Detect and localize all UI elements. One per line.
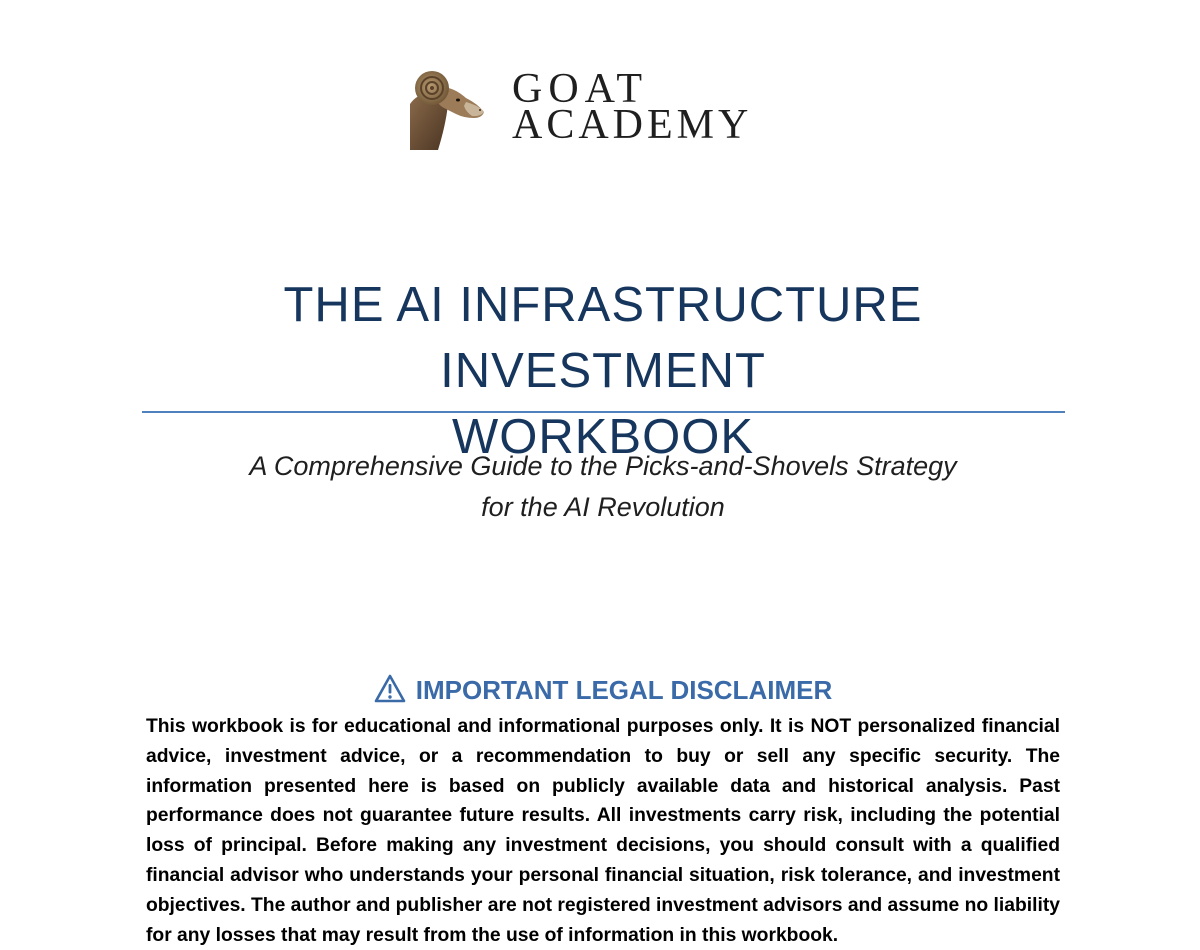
document-title [140, 272, 1066, 470]
title-line-2: WORKBOOK [451, 410, 755, 464]
document-subtitle [140, 446, 1066, 528]
logo-line-goat: GOAT [512, 66, 648, 112]
title-divider [142, 411, 1065, 413]
disclaimer-body: This workbook is for educational and informational purposes only. It is NOT personalized financial advice, investment advice, or a recommendation to buy or sell any specific security. The information presented here is based on publicly available data and historical analysis. Past performance does not guarantee future results. All investments carry risk, including the potential loss of principal. Before making any investment decisions, you should consult with a qualified financial advisor who understands your personal financial situation, risk tolerance, and investment objectives. The author and publisher are not registered investment advisors and assume no liability for any losses that may result from the use of information in this workbook. [146, 716, 1060, 946]
ram-head-icon [408, 64, 486, 150]
title-line-1: THE AI INFRASTRUCTURE INVESTMENT [283, 278, 923, 398]
disclaimer-heading-text: IMPORTANT LEGAL DISCLAIMER [415, 675, 833, 705]
logo-line-academy: ACADEMY [512, 102, 753, 148]
subtitle-line-1: A Comprehensive Guide to the Picks-and-Shovels Strategy [249, 451, 957, 481]
warning-icon [374, 674, 406, 704]
disclaimer-heading [145, 672, 1061, 708]
logo-wordmark [512, 66, 753, 148]
subtitle-line-2: for the AI Revolution [481, 492, 725, 522]
goat-academy-logo [408, 64, 752, 150]
